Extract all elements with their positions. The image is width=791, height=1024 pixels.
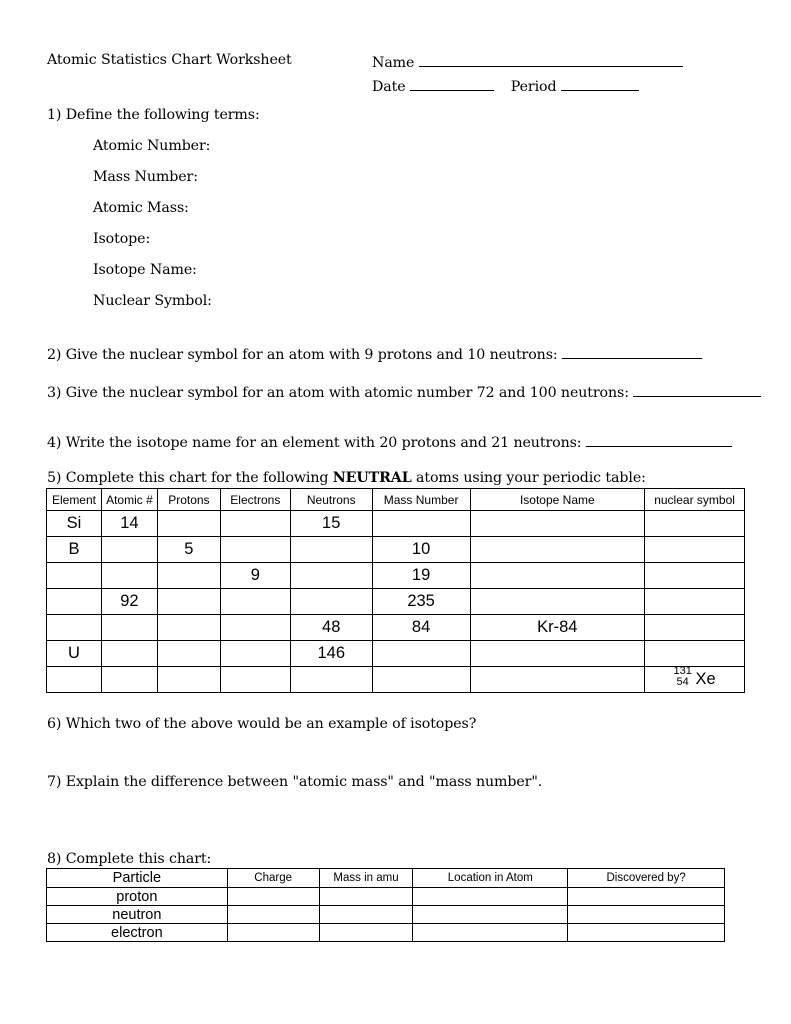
xe-atomic-number: 54 bbox=[676, 676, 689, 688]
period-label: Period bbox=[510, 79, 557, 95]
header-particle: Particle bbox=[47, 869, 228, 888]
header-isotope-name: Isotope Name bbox=[470, 489, 645, 511]
table-cell[interactable] bbox=[101, 667, 157, 693]
table-cell[interactable] bbox=[470, 511, 645, 537]
table-cell[interactable] bbox=[372, 667, 470, 693]
term-isotope-name: Isotope Name: bbox=[93, 262, 197, 278]
table-cell[interactable] bbox=[47, 563, 102, 589]
table-cell[interactable] bbox=[220, 615, 290, 641]
table-cell[interactable] bbox=[372, 511, 470, 537]
table-cell[interactable] bbox=[220, 641, 290, 667]
table-row bbox=[47, 641, 745, 667]
question-8: 8) Complete this chart: bbox=[47, 851, 212, 867]
table-cell[interactable]: 14 bbox=[101, 511, 157, 537]
table-cell[interactable] bbox=[157, 563, 220, 589]
name-blank[interactable] bbox=[419, 52, 683, 67]
table-row bbox=[47, 537, 745, 563]
table-cell[interactable] bbox=[645, 563, 745, 589]
table-cell[interactable]: 92 bbox=[101, 589, 157, 615]
header-nuclear-symbol: nuclear symbol bbox=[645, 489, 745, 511]
table-cell[interactable] bbox=[157, 511, 220, 537]
question-4-text: 4) Write the isotope name for an element with 20 protons and 21 neutrons: bbox=[47, 435, 582, 451]
table-cell[interactable]: 10 bbox=[372, 537, 470, 563]
table-cell[interactable]: 19 bbox=[372, 563, 470, 589]
table-cell[interactable] bbox=[157, 667, 220, 693]
table-cell[interactable] bbox=[101, 563, 157, 589]
name-label: Name bbox=[372, 55, 415, 71]
particle-electron: electron bbox=[47, 924, 228, 942]
xe-element-symbol: Xe bbox=[695, 670, 716, 688]
header-mass-amu: Mass in amu bbox=[319, 869, 413, 888]
period-blank[interactable] bbox=[561, 76, 639, 91]
table-cell[interactable]: 5 bbox=[157, 537, 220, 563]
table-row bbox=[47, 888, 725, 906]
table-row bbox=[47, 906, 725, 924]
question-3 bbox=[47, 382, 761, 401]
table-cell[interactable] bbox=[413, 888, 568, 906]
table-row bbox=[47, 563, 745, 589]
worksheet-title: Atomic Statistics Chart Worksheet bbox=[47, 52, 292, 68]
table-cell[interactable] bbox=[47, 667, 102, 693]
xe-mass-number: 131 bbox=[673, 665, 692, 677]
particle-proton: proton bbox=[47, 888, 228, 906]
header-atomic-number: Atomic # bbox=[101, 489, 157, 511]
header-electrons: Electrons bbox=[220, 489, 290, 511]
question-7: 7) Explain the difference between "atomic mass" and "mass number". bbox=[47, 774, 543, 790]
question-5-bold: NEUTRAL bbox=[332, 470, 412, 486]
question-1-prompt: 1) Define the following terms: bbox=[47, 107, 260, 123]
table-cell[interactable]: 48 bbox=[290, 615, 372, 641]
question-3-blank[interactable] bbox=[633, 382, 761, 397]
table-cell[interactable] bbox=[319, 888, 413, 906]
table-cell[interactable]: 84 bbox=[372, 615, 470, 641]
table-cell[interactable]: Si bbox=[47, 511, 102, 537]
table-cell[interactable] bbox=[101, 641, 157, 667]
header-neutrons: Neutrons bbox=[290, 489, 372, 511]
table-cell[interactable] bbox=[290, 563, 372, 589]
header-discovered-by: Discovered by? bbox=[568, 869, 725, 888]
term-isotope: Isotope: bbox=[93, 231, 151, 247]
date-blank[interactable] bbox=[410, 76, 494, 91]
header-charge: Charge bbox=[227, 869, 319, 888]
table-cell[interactable] bbox=[101, 615, 157, 641]
particle-neutron: neutron bbox=[47, 906, 228, 924]
table-cell[interactable] bbox=[220, 537, 290, 563]
table-cell[interactable] bbox=[413, 924, 568, 942]
table-cell[interactable]: B bbox=[47, 537, 102, 563]
atomic-chart-table bbox=[46, 488, 745, 693]
header-protons: Protons bbox=[157, 489, 220, 511]
question-5-prompt bbox=[47, 470, 646, 486]
table-cell[interactable] bbox=[47, 615, 102, 641]
xe-nuclear-symbol-cell[interactable] bbox=[645, 667, 745, 693]
header-location: Location in Atom bbox=[413, 869, 568, 888]
table-cell[interactable] bbox=[220, 589, 290, 615]
table-row bbox=[47, 589, 745, 615]
question-3-text: 3) Give the nuclear symbol for an atom with atomic number 72 and 100 neutrons: bbox=[47, 385, 629, 401]
table-cell[interactable] bbox=[101, 537, 157, 563]
table-cell[interactable] bbox=[227, 888, 319, 906]
table-cell[interactable]: 235 bbox=[372, 589, 470, 615]
table-cell[interactable] bbox=[290, 537, 372, 563]
term-nuclear-symbol: Nuclear Symbol: bbox=[93, 293, 212, 309]
term-atomic-number: Atomic Number: bbox=[93, 138, 211, 154]
table-cell[interactable]: Kr-84 bbox=[470, 615, 645, 641]
question-5-prefix: 5) Complete this chart for the following bbox=[47, 470, 333, 486]
table-cell[interactable] bbox=[372, 641, 470, 667]
table-cell[interactable] bbox=[290, 667, 372, 693]
table-cell[interactable] bbox=[157, 615, 220, 641]
table-cell[interactable]: 9 bbox=[220, 563, 290, 589]
date-period-fields bbox=[372, 76, 639, 95]
atomic-chart-header-row bbox=[47, 489, 745, 511]
table-cell[interactable] bbox=[568, 924, 725, 942]
question-4 bbox=[47, 432, 732, 451]
question-4-blank[interactable] bbox=[586, 432, 732, 447]
xe-nuclear-symbol bbox=[673, 665, 716, 689]
table-cell[interactable] bbox=[568, 888, 725, 906]
table-cell[interactable] bbox=[645, 511, 745, 537]
table-cell[interactable] bbox=[645, 615, 745, 641]
table-cell[interactable] bbox=[157, 589, 220, 615]
table-cell[interactable] bbox=[227, 924, 319, 942]
table-cell[interactable] bbox=[290, 589, 372, 615]
table-cell[interactable] bbox=[47, 589, 102, 615]
table-cell[interactable] bbox=[645, 641, 745, 667]
term-mass-number: Mass Number: bbox=[93, 169, 198, 185]
particle-chart-header-row bbox=[47, 869, 725, 888]
question-6: 6) Which two of the above would be an example of isotopes? bbox=[47, 716, 477, 732]
table-cell[interactable] bbox=[470, 589, 645, 615]
table-cell[interactable]: U bbox=[47, 641, 102, 667]
question-2-text: 2) Give the nuclear symbol for an atom with 9 protons and 10 neutrons: bbox=[47, 347, 558, 363]
table-cell[interactable]: 146 bbox=[290, 641, 372, 667]
table-cell[interactable] bbox=[227, 906, 319, 924]
table-cell[interactable] bbox=[645, 537, 745, 563]
table-cell[interactable] bbox=[470, 563, 645, 589]
table-cell[interactable] bbox=[470, 641, 645, 667]
table-row bbox=[47, 615, 745, 641]
name-field[interactable] bbox=[372, 52, 683, 71]
table-row bbox=[47, 924, 725, 942]
table-row bbox=[47, 667, 745, 693]
date-label: Date bbox=[372, 79, 406, 95]
table-cell[interactable] bbox=[470, 667, 645, 693]
header-mass-number: Mass Number bbox=[372, 489, 470, 511]
table-cell[interactable] bbox=[319, 906, 413, 924]
table-cell[interactable] bbox=[568, 906, 725, 924]
table-cell[interactable] bbox=[319, 924, 413, 942]
table-row bbox=[47, 511, 745, 537]
header-element: Element bbox=[47, 489, 102, 511]
table-cell[interactable] bbox=[645, 589, 745, 615]
table-cell[interactable] bbox=[413, 906, 568, 924]
particle-chart-table bbox=[46, 868, 725, 942]
question-2 bbox=[47, 344, 702, 363]
question-2-blank[interactable] bbox=[562, 344, 702, 359]
table-cell[interactable] bbox=[220, 511, 290, 537]
table-cell[interactable] bbox=[470, 537, 645, 563]
question-5-suffix: atoms using your periodic table: bbox=[411, 470, 646, 486]
table-cell[interactable] bbox=[220, 667, 290, 693]
term-atomic-mass: Atomic Mass: bbox=[93, 200, 189, 216]
table-cell[interactable] bbox=[157, 641, 220, 667]
table-cell[interactable]: 15 bbox=[290, 511, 372, 537]
